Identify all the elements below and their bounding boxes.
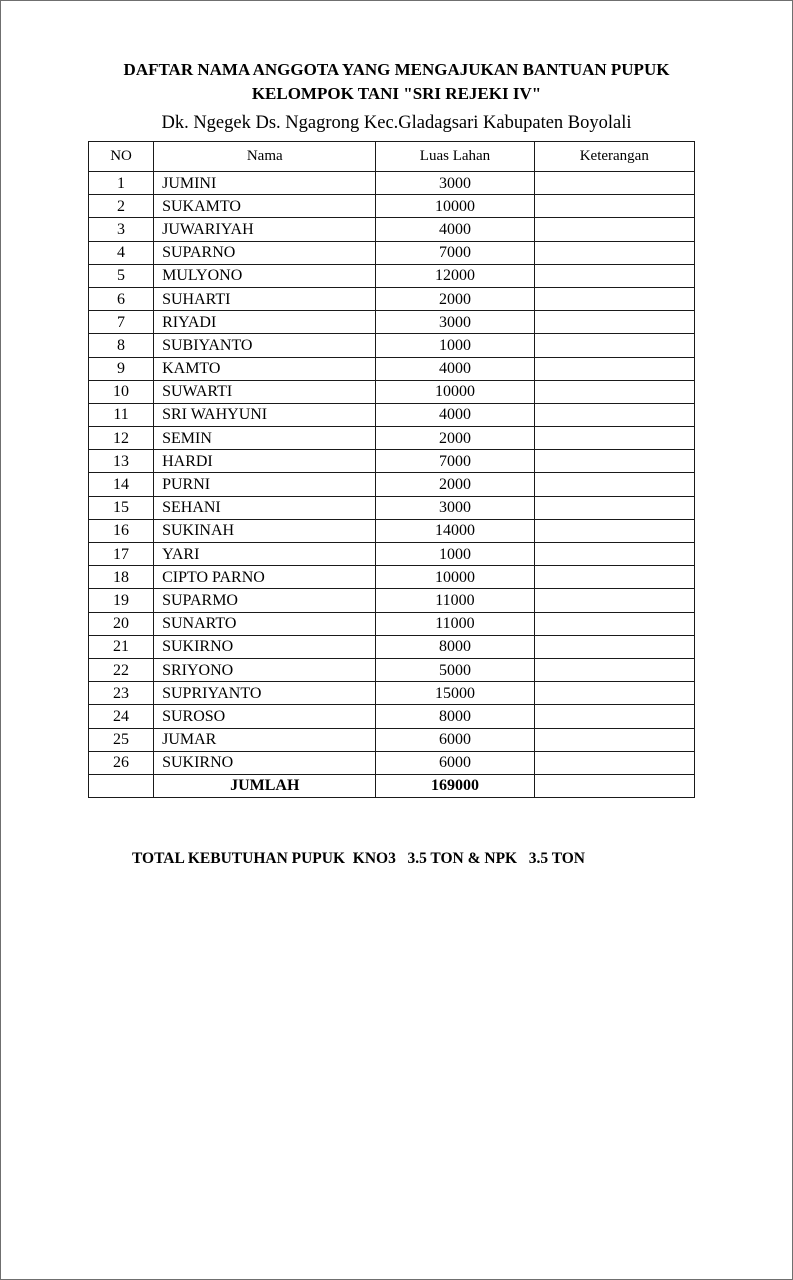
row-luas-lahan: 12000 <box>376 264 534 287</box>
table-row <box>89 473 695 496</box>
row-keterangan <box>534 705 694 728</box>
table-row <box>89 403 695 426</box>
row-nama: JUMAR <box>154 728 376 751</box>
row-luas-lahan: 7000 <box>376 241 534 264</box>
row-no: 22 <box>89 658 154 681</box>
row-luas-lahan: 10000 <box>376 195 534 218</box>
table-row <box>89 195 695 218</box>
row-nama: PURNI <box>154 473 376 496</box>
row-nama: JUWARIYAH <box>154 218 376 241</box>
row-keterangan <box>534 195 694 218</box>
row-keterangan <box>534 450 694 473</box>
row-nama: SEHANI <box>154 496 376 519</box>
table-row <box>89 519 695 542</box>
row-no: 13 <box>89 450 154 473</box>
row-luas-lahan: 4000 <box>376 218 534 241</box>
row-luas-lahan: 15000 <box>376 682 534 705</box>
row-keterangan <box>534 682 694 705</box>
row-nama: CIPTO PARNO <box>154 566 376 589</box>
row-keterangan <box>534 172 694 195</box>
row-luas-lahan: 6000 <box>376 751 534 774</box>
total-no-cell <box>89 774 154 797</box>
column-header-keterangan: Keterangan <box>534 142 694 172</box>
row-luas-lahan: 5000 <box>376 658 534 681</box>
table-row <box>89 264 695 287</box>
row-no: 16 <box>89 519 154 542</box>
row-no: 9 <box>89 357 154 380</box>
group-name: KELOMPOK TANI "SRI REJEKI IV" <box>251 84 542 103</box>
row-no: 6 <box>89 287 154 310</box>
row-nama: SUPRIYANTO <box>154 682 376 705</box>
table-row <box>89 427 695 450</box>
row-no: 1 <box>89 172 154 195</box>
row-no: 4 <box>89 241 154 264</box>
table-row <box>89 728 695 751</box>
column-header-luas-lahan: Luas Lahan <box>376 142 534 172</box>
row-no: 15 <box>89 496 154 519</box>
row-no: 25 <box>89 728 154 751</box>
document-title: DAFTAR NAMA ANGGOTA YANG MENGAJUKAN BANTUAN PUPUK <box>123 60 670 79</box>
row-keterangan <box>534 612 694 635</box>
table-row <box>89 218 695 241</box>
row-nama: SUKIRNO <box>154 751 376 774</box>
row-nama: SUPARNO <box>154 241 376 264</box>
row-nama: SUPARMO <box>154 589 376 612</box>
row-luas-lahan: 2000 <box>376 427 534 450</box>
row-keterangan <box>534 403 694 426</box>
row-keterangan <box>534 427 694 450</box>
table-row <box>89 496 695 519</box>
row-luas-lahan: 3000 <box>376 172 534 195</box>
row-keterangan <box>534 751 694 774</box>
total-ket-cell <box>534 774 694 797</box>
row-keterangan <box>534 658 694 681</box>
table-row <box>89 635 695 658</box>
row-luas-lahan: 4000 <box>376 357 534 380</box>
table-row <box>89 357 695 380</box>
table-row <box>89 566 695 589</box>
row-luas-lahan: 14000 <box>376 519 534 542</box>
row-keterangan <box>534 473 694 496</box>
row-luas-lahan: 10000 <box>376 380 534 403</box>
row-luas-lahan: 10000 <box>376 566 534 589</box>
fertilizer-summary: TOTAL KEBUTUHAN PUPUK KNO3 3.5 TON & NPK 3.5 TON <box>132 850 586 867</box>
row-luas-lahan: 3000 <box>376 311 534 334</box>
row-no: 18 <box>89 566 154 589</box>
row-keterangan <box>534 357 694 380</box>
row-luas-lahan: 2000 <box>376 287 534 310</box>
row-nama: RIYADI <box>154 311 376 334</box>
row-keterangan <box>534 311 694 334</box>
row-keterangan <box>534 635 694 658</box>
row-no: 19 <box>89 589 154 612</box>
row-luas-lahan: 1000 <box>376 334 534 357</box>
row-no: 17 <box>89 543 154 566</box>
row-luas-lahan: 2000 <box>376 473 534 496</box>
row-luas-lahan: 11000 <box>376 589 534 612</box>
row-no: 24 <box>89 705 154 728</box>
row-keterangan <box>534 380 694 403</box>
row-keterangan <box>534 241 694 264</box>
row-keterangan <box>534 287 694 310</box>
row-nama: YARI <box>154 543 376 566</box>
table-row <box>89 450 695 473</box>
row-no: 5 <box>89 264 154 287</box>
row-nama: SEMIN <box>154 427 376 450</box>
total-row <box>89 774 695 797</box>
member-table <box>88 141 695 798</box>
row-keterangan <box>534 543 694 566</box>
row-no: 8 <box>89 334 154 357</box>
row-no: 2 <box>89 195 154 218</box>
row-luas-lahan: 11000 <box>376 612 534 635</box>
table-row <box>89 543 695 566</box>
total-label: JUMLAH <box>154 774 376 797</box>
total-value: 169000 <box>376 774 534 797</box>
row-no: 11 <box>89 403 154 426</box>
row-luas-lahan: 8000 <box>376 635 534 658</box>
table-header-row <box>89 142 695 172</box>
table-row <box>89 287 695 310</box>
row-no: 21 <box>89 635 154 658</box>
table-row <box>89 380 695 403</box>
table-row <box>89 172 695 195</box>
table-body <box>89 172 695 775</box>
row-no: 14 <box>89 473 154 496</box>
row-nama: MULYONO <box>154 264 376 287</box>
column-header-no: NO <box>89 142 154 172</box>
row-nama: JUMINI <box>154 172 376 195</box>
row-luas-lahan: 7000 <box>376 450 534 473</box>
row-nama: SUKIRNO <box>154 635 376 658</box>
table-row <box>89 751 695 774</box>
row-no: 10 <box>89 380 154 403</box>
table-row <box>89 334 695 357</box>
row-keterangan <box>534 218 694 241</box>
table-row <box>89 241 695 264</box>
row-nama: SUNARTO <box>154 612 376 635</box>
row-luas-lahan: 1000 <box>376 543 534 566</box>
row-nama: SUWARTI <box>154 380 376 403</box>
table-row <box>89 682 695 705</box>
row-luas-lahan: 3000 <box>376 496 534 519</box>
table-row <box>89 311 695 334</box>
row-keterangan <box>534 496 694 519</box>
row-keterangan <box>534 334 694 357</box>
table-row <box>89 705 695 728</box>
row-no: 12 <box>89 427 154 450</box>
row-keterangan <box>534 519 694 542</box>
row-keterangan <box>534 264 694 287</box>
row-luas-lahan: 4000 <box>376 403 534 426</box>
row-luas-lahan: 6000 <box>376 728 534 751</box>
table-row <box>89 589 695 612</box>
row-keterangan <box>534 566 694 589</box>
row-no: 26 <box>89 751 154 774</box>
row-nama: KAMTO <box>154 357 376 380</box>
row-nama: SRI WAHYUNI <box>154 403 376 426</box>
row-nama: SUBIYANTO <box>154 334 376 357</box>
row-nama: SUKINAH <box>154 519 376 542</box>
table-row <box>89 612 695 635</box>
row-keterangan <box>534 728 694 751</box>
row-keterangan <box>534 589 694 612</box>
row-no: 3 <box>89 218 154 241</box>
row-nama: SRIYONO <box>154 658 376 681</box>
column-header-nama: Nama <box>154 142 376 172</box>
table-row <box>89 658 695 681</box>
row-luas-lahan: 8000 <box>376 705 534 728</box>
row-no: 23 <box>89 682 154 705</box>
row-nama: SUHARTI <box>154 287 376 310</box>
row-no: 20 <box>89 612 154 635</box>
row-no: 7 <box>89 311 154 334</box>
row-nama: SUROSO <box>154 705 376 728</box>
row-nama: SUKAMTO <box>154 195 376 218</box>
row-nama: HARDI <box>154 450 376 473</box>
location-line: Dk. Ngegek Ds. Ngagrong Kec.Gladagsari Kabupaten Boyolali <box>161 113 632 133</box>
